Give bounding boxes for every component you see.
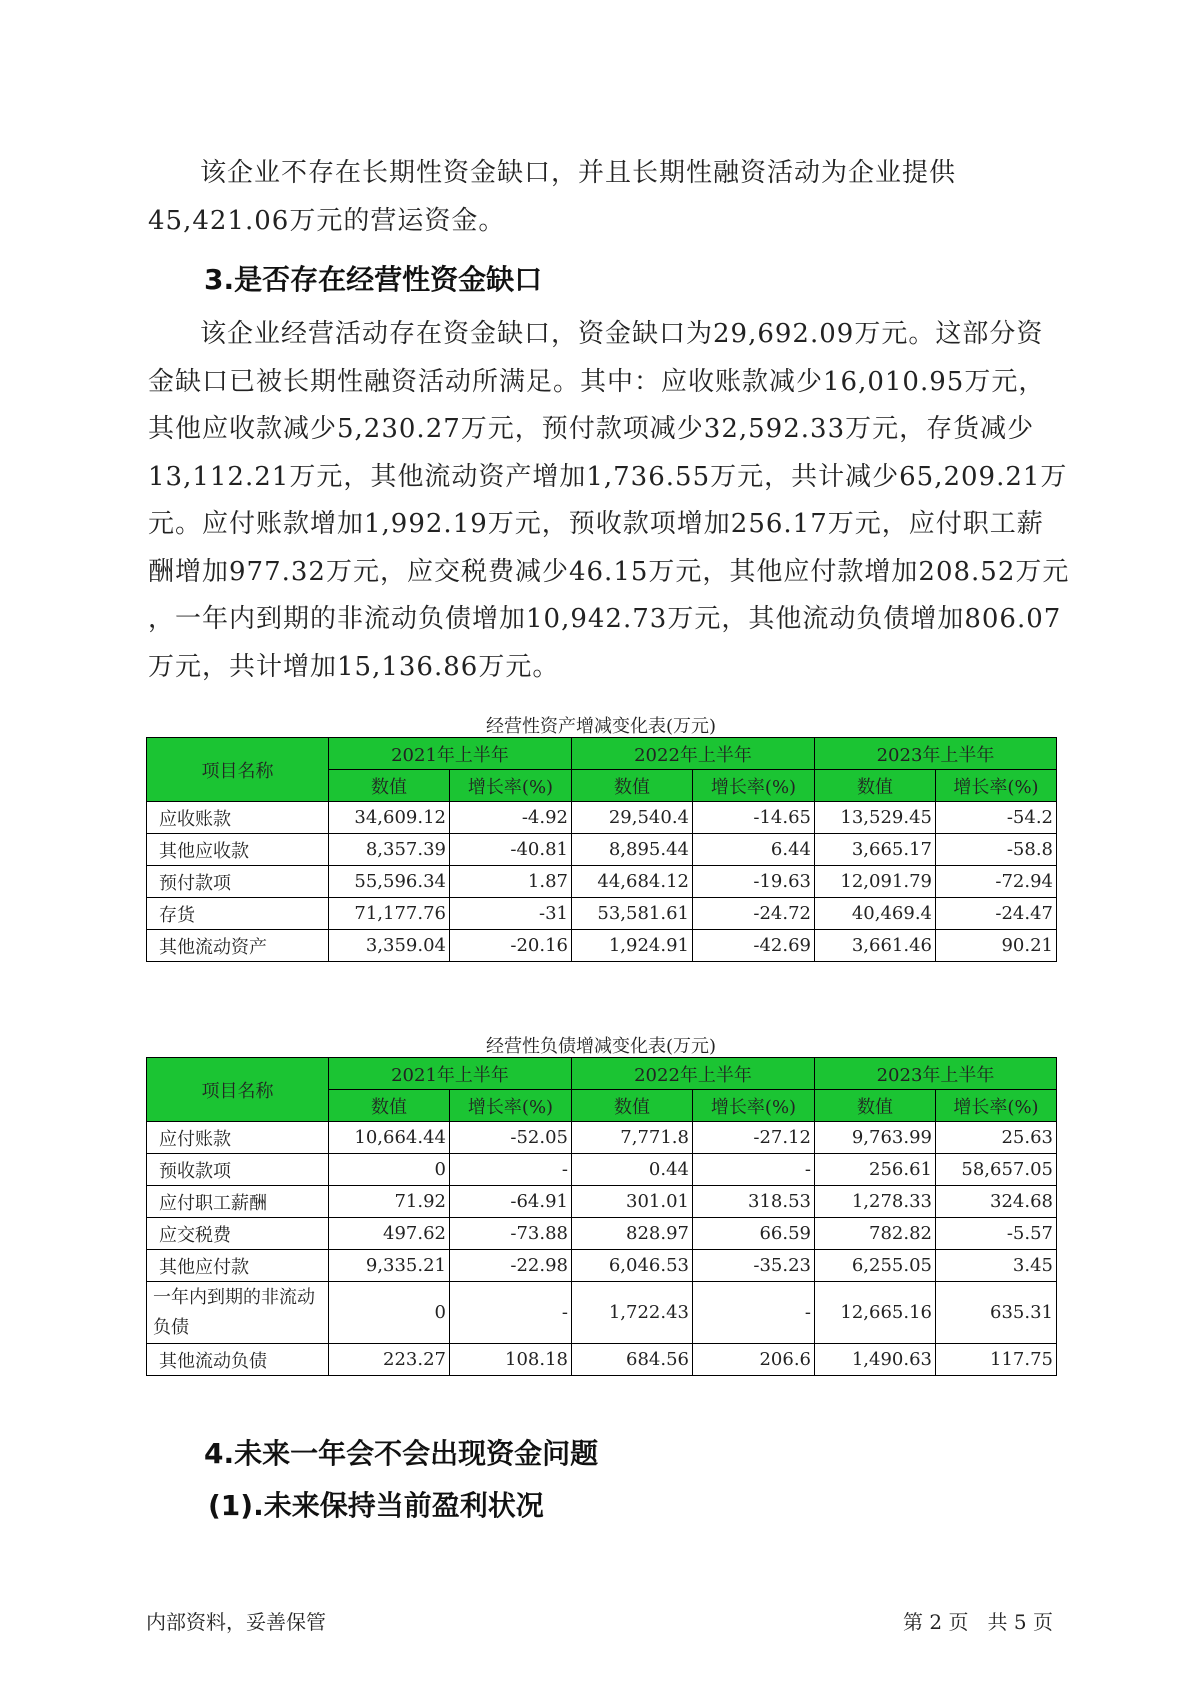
- assets-table: [146, 737, 1057, 962]
- section3-line-8: 万元，共计增加15,136.86万元。: [148, 651, 560, 682]
- liabilities-subheader-growth: 增长率(%): [936, 1090, 1057, 1122]
- section3-line-7: ，一年内到期的非流动负债增加10,942.73万元，其他流动负债增加806.07: [148, 604, 1062, 634]
- liabilities-header-year-3: 2023年上半年: [815, 1058, 1057, 1090]
- liabilities-growth-cell: -22.98: [450, 1250, 572, 1282]
- assets-subheader-value: 数值: [572, 770, 693, 802]
- assets-value-cell: 71,177.76: [329, 898, 450, 930]
- liabilities-row: [147, 1282, 1057, 1344]
- liabilities-growth-cell: -35.23: [693, 1250, 815, 1282]
- liabilities-growth-cell: 3.45: [936, 1250, 1057, 1282]
- liabilities-growth-cell: -: [693, 1282, 815, 1344]
- assets-header-year-1: 2021年上半年: [329, 738, 572, 770]
- assets-row-name: 预付款项: [147, 866, 329, 898]
- liabilities-value-cell: 1,722.43: [572, 1282, 693, 1344]
- liabilities-subheader-value: 数值: [572, 1090, 693, 1122]
- liabilities-subheader-value: 数值: [815, 1090, 936, 1122]
- assets-value-cell: 29,540.4: [572, 802, 693, 834]
- assets-growth-cell: -42.69: [693, 930, 815, 962]
- assets-row-name: 存货: [147, 898, 329, 930]
- liabilities-header-year-1: 2021年上半年: [329, 1058, 572, 1090]
- section3-line-6: 酬增加977.32万元，应交税费减少46.15万元，其他应付款增加208.52万元: [148, 556, 1070, 587]
- assets-table-caption: 经营性资产增减变化表(万元): [485, 716, 717, 737]
- liabilities-value-cell: 782.82: [815, 1218, 936, 1250]
- section3-line-4: 13,112.21万元，其他流动资产增加1,736.55万元，共计减少65,209.21万: [148, 461, 1068, 492]
- liabilities-header-name: 项目名称: [147, 1058, 329, 1122]
- assets-growth-cell: -24.72: [693, 898, 815, 930]
- liabilities-row: [147, 1154, 1057, 1186]
- assets-row: [147, 802, 1057, 834]
- liabilities-row-name: 应付账款: [147, 1122, 329, 1154]
- footer-left: 内部资料，妥善保管: [146, 1610, 326, 1634]
- assets-growth-cell: -72.94: [936, 866, 1057, 898]
- assets-subheader-growth: 增长率(%): [936, 770, 1057, 802]
- section3-line-1: 该企业经营活动存在资金缺口，资金缺口为29,692.09万元。这部分资: [200, 319, 1044, 349]
- assets-row-name: 其他应收款: [147, 834, 329, 866]
- liabilities-value-cell: 1,490.63: [815, 1344, 936, 1376]
- liabilities-row: [147, 1186, 1057, 1218]
- assets-subheader-value: 数值: [815, 770, 936, 802]
- section3-heading: 3.是否存在经营性资金缺口: [204, 263, 543, 296]
- liabilities-value-cell: 12,665.16: [815, 1282, 936, 1344]
- assets-value-cell: 40,469.4: [815, 898, 936, 930]
- liabilities-row-name: 一年内到期的非流动负债: [147, 1282, 329, 1344]
- liabilities-value-cell: 0: [329, 1282, 450, 1344]
- liabilities-value-cell: 7,771.8: [572, 1122, 693, 1154]
- liabilities-growth-cell: 324.68: [936, 1186, 1057, 1218]
- liabilities-growth-cell: -: [450, 1282, 572, 1344]
- liabilities-growth-cell: 635.31: [936, 1282, 1057, 1344]
- liabilities-row-name: 应付职工薪酬: [147, 1186, 329, 1218]
- assets-value-cell: 8,357.39: [329, 834, 450, 866]
- liabilities-header-year-2: 2022年上半年: [572, 1058, 815, 1090]
- assets-row-name: 应收账款: [147, 802, 329, 834]
- liabilities-value-cell: 10,664.44: [329, 1122, 450, 1154]
- liabilities-value-cell: 684.56: [572, 1344, 693, 1376]
- liabilities-growth-cell: -52.05: [450, 1122, 572, 1154]
- liabilities-value-cell: 6,255.05: [815, 1250, 936, 1282]
- liabilities-value-cell: 9,335.21: [329, 1250, 450, 1282]
- assets-value-cell: 3,359.04: [329, 930, 450, 962]
- assets-growth-cell: -24.47: [936, 898, 1057, 930]
- assets-growth-cell: -19.63: [693, 866, 815, 898]
- liabilities-row: [147, 1250, 1057, 1282]
- liabilities-growth-cell: 25.63: [936, 1122, 1057, 1154]
- assets-growth-cell: -14.65: [693, 802, 815, 834]
- assets-row: [147, 834, 1057, 866]
- liabilities-row-name: 应交税费: [147, 1218, 329, 1250]
- liabilities-row-name: 其他流动负债: [147, 1344, 329, 1376]
- liabilities-row: [147, 1122, 1057, 1154]
- liabilities-subheader-value: 数值: [329, 1090, 450, 1122]
- assets-subheader-value: 数值: [329, 770, 450, 802]
- assets-growth-cell: -54.2: [936, 802, 1057, 834]
- liabilities-value-cell: 1,278.33: [815, 1186, 936, 1218]
- liabilities-subheader-growth: 增长率(%): [693, 1090, 815, 1122]
- footer-page-number: 第 2 页 共 5 页: [903, 1610, 1053, 1634]
- assets-growth-cell: 1.87: [450, 866, 572, 898]
- assets-value-cell: 34,609.12: [329, 802, 450, 834]
- assets-growth-cell: -58.8: [936, 834, 1057, 866]
- section4-subheading: (1).未来保持当前盈利状况: [208, 1489, 544, 1522]
- liabilities-growth-cell: 206.6: [693, 1344, 815, 1376]
- liabilities-row: [147, 1344, 1057, 1376]
- assets-row: [147, 866, 1057, 898]
- assets-header-year-2: 2022年上半年: [572, 738, 815, 770]
- liabilities-row-name: 其他应付款: [147, 1250, 329, 1282]
- assets-subheader-growth: 增长率(%): [450, 770, 572, 802]
- assets-header-name: 项目名称: [147, 738, 329, 802]
- liabilities-value-cell: 71.92: [329, 1186, 450, 1218]
- section3-paragraph: [148, 311, 1070, 691]
- assets-growth-cell: -20.16: [450, 930, 572, 962]
- liabilities-value-cell: 0: [329, 1154, 450, 1186]
- liabilities-growth-cell: 117.75: [936, 1344, 1057, 1376]
- assets-growth-cell: 6.44: [693, 834, 815, 866]
- assets-row: [147, 898, 1057, 930]
- assets-value-cell: 55,596.34: [329, 866, 450, 898]
- liabilities-value-cell: 301.01: [572, 1186, 693, 1218]
- assets-value-cell: 3,661.46: [815, 930, 936, 962]
- intro-paragraph: [148, 150, 1066, 245]
- section3-line-5: 元。应付账款增加1,992.19万元，预收款项增加256.17万元，应付职工薪: [148, 509, 1044, 539]
- liabilities-table-caption: 经营性负债增减变化表(万元): [485, 1036, 717, 1057]
- liabilities-growth-cell: 66.59: [693, 1218, 815, 1250]
- assets-growth-cell: 90.21: [936, 930, 1057, 962]
- liabilities-growth-cell: -27.12: [693, 1122, 815, 1154]
- liabilities-value-cell: 256.61: [815, 1154, 936, 1186]
- liabilities-growth-cell: -: [693, 1154, 815, 1186]
- liabilities-row-name: 预收款项: [147, 1154, 329, 1186]
- liabilities-table: [146, 1057, 1057, 1376]
- liabilities-subheader-growth: 增长率(%): [450, 1090, 572, 1122]
- liabilities-growth-cell: 318.53: [693, 1186, 815, 1218]
- assets-row: [147, 930, 1057, 962]
- liabilities-growth-cell: -64.91: [450, 1186, 572, 1218]
- intro-line-2: 45,421.06万元的营运资金。: [148, 205, 506, 236]
- liabilities-row: [147, 1218, 1057, 1250]
- assets-value-cell: 53,581.61: [572, 898, 693, 930]
- liabilities-value-cell: 828.97: [572, 1218, 693, 1250]
- section3-line-3: 其他应收款减少5,230.27万元，预付款项减少32,592.33万元，存货减少: [148, 414, 1035, 444]
- section4-heading: 4.未来一年会不会出现资金问题: [204, 1437, 599, 1470]
- assets-growth-cell: -4.92: [450, 802, 572, 834]
- liabilities-growth-cell: -73.88: [450, 1218, 572, 1250]
- liabilities-growth-cell: -5.57: [936, 1218, 1057, 1250]
- liabilities-value-cell: 223.27: [329, 1344, 450, 1376]
- section3-line-2: 金缺口已被长期性融资活动所满足。其中：应收账款减少16,010.95万元，: [148, 366, 1046, 397]
- assets-value-cell: 13,529.45: [815, 802, 936, 834]
- assets-header-year-3: 2023年上半年: [815, 738, 1057, 770]
- assets-value-cell: 1,924.91: [572, 930, 693, 962]
- assets-value-cell: 3,665.17: [815, 834, 936, 866]
- assets-subheader-growth: 增长率(%): [693, 770, 815, 802]
- assets-growth-cell: -31: [450, 898, 572, 930]
- liabilities-growth-cell: 58,657.05: [936, 1154, 1057, 1186]
- assets-value-cell: 12,091.79: [815, 866, 936, 898]
- assets-growth-cell: -40.81: [450, 834, 572, 866]
- assets-value-cell: 8,895.44: [572, 834, 693, 866]
- liabilities-growth-cell: 108.18: [450, 1344, 572, 1376]
- intro-line-1: 该企业不存在长期性资金缺口，并且长期性融资活动为企业提供: [200, 158, 957, 188]
- assets-row-name: 其他流动资产: [147, 930, 329, 962]
- liabilities-value-cell: 497.62: [329, 1218, 450, 1250]
- liabilities-value-cell: 0.44: [572, 1154, 693, 1186]
- liabilities-value-cell: 6,046.53: [572, 1250, 693, 1282]
- assets-value-cell: 44,684.12: [572, 866, 693, 898]
- liabilities-growth-cell: -: [450, 1154, 572, 1186]
- liabilities-value-cell: 9,763.99: [815, 1122, 936, 1154]
